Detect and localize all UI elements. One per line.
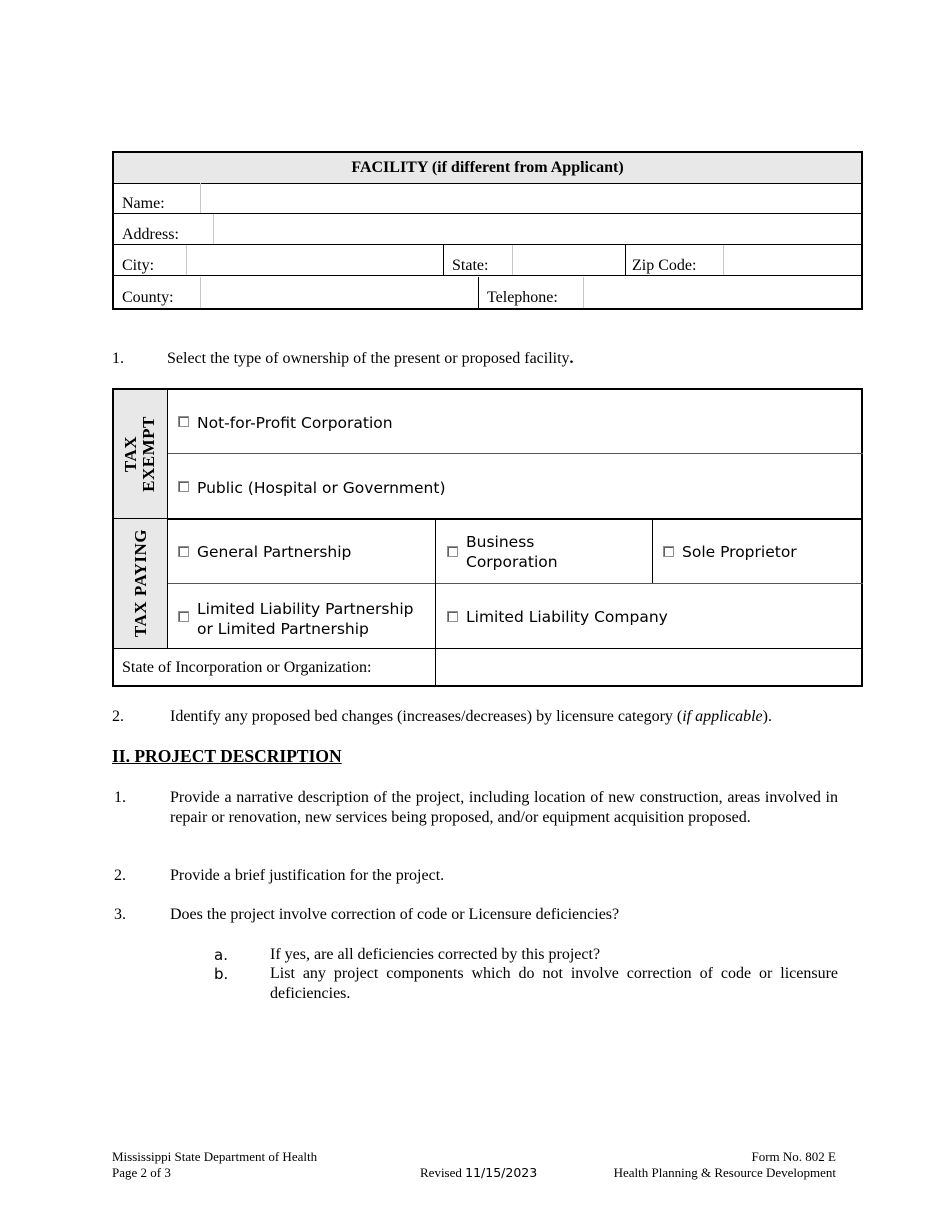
- public-label: Public (Hospital or Government): [197, 479, 446, 497]
- facility-table: [112, 151, 863, 310]
- facility-address-row: [114, 214, 861, 245]
- address-label: Address:: [122, 226, 179, 243]
- business-corporation-checkbox[interactable]: [447, 546, 458, 557]
- llp-label: Limited Liability Partnership or Limited Partnership: [197, 600, 414, 638]
- subitem-a-text: If yes, are all deficiencies corrected by this project?: [270, 946, 601, 963]
- tax-paying-label: TAX PAYING: [131, 528, 150, 638]
- sole-proprietor-label: Sole Proprietor: [682, 543, 797, 561]
- not-for-profit-checkbox[interactable]: [178, 416, 189, 427]
- item2-text: Provide a brief justification for the project.: [170, 867, 445, 884]
- subitem-a-letter: a.: [214, 946, 228, 964]
- tax-exempt-label: TAX EXEMPT: [121, 416, 158, 492]
- ownership-table: [112, 388, 863, 687]
- section-title: II. PROJECT DESCRIPTION: [112, 746, 342, 766]
- state-label: State:: [452, 257, 489, 274]
- q1-text: Select the type of ownership of the present or proposed facility.: [167, 350, 574, 367]
- item1-text: Provide a narrative description of the project, including location of new construction, areas involved in repair or renovation, new services being proposed, and/or equipment acquisition proposed.: [170, 789, 838, 826]
- item3-text: Does the project involve correction of code or Licensure deficiencies?: [170, 906, 620, 923]
- item3-number: 3.: [114, 906, 126, 923]
- public-checkbox[interactable]: [178, 481, 189, 492]
- subitem-b-text: List any project components which do not involve correction of code or licensure deficiencies.: [270, 965, 838, 1002]
- llc-label: Limited Liability Company: [466, 608, 668, 626]
- footer-form-no: Form No. 802 E: [751, 1149, 836, 1164]
- footer-revised: Revised 11/15/2023: [420, 1165, 538, 1180]
- facility-title: FACILITY (if different from Applicant): [114, 153, 861, 184]
- footer-page: Page 2 of 3: [112, 1165, 171, 1180]
- not-for-profit-label: Not-for-Profit Corporation: [197, 414, 393, 432]
- zip-label: Zip Code:: [632, 257, 697, 274]
- facility-name-row: [114, 183, 861, 214]
- item1-number: 1.: [114, 789, 126, 806]
- telephone-label: Telephone:: [487, 289, 558, 306]
- name-label: Name:: [122, 195, 165, 212]
- item2-number: 2.: [114, 867, 126, 884]
- sole-proprietor-checkbox[interactable]: [663, 546, 674, 557]
- general-partnership-label: General Partnership: [197, 543, 352, 561]
- state-incorporation-label: State of Incorporation or Organization:: [122, 659, 372, 676]
- city-label: City:: [122, 257, 155, 274]
- subitem-b-letter: b.: [214, 965, 229, 983]
- state-incorporation-field[interactable]: [436, 649, 863, 687]
- footer-org: Mississippi State Department of Health: [112, 1149, 318, 1164]
- llc-checkbox[interactable]: [447, 611, 458, 622]
- business-corporation-label: Business Corporation: [466, 533, 558, 571]
- county-label: County:: [122, 289, 174, 306]
- facility-city-row: [114, 245, 861, 276]
- general-partnership-checkbox[interactable]: [178, 546, 189, 557]
- footer-division: Health Planning & Resource Development: [613, 1165, 836, 1180]
- facility-county-row: [114, 277, 861, 308]
- q2-number: 2.: [112, 708, 124, 725]
- llp-checkbox[interactable]: [178, 611, 189, 622]
- q1-number: 1.: [112, 350, 124, 367]
- q2-text: Identify any proposed bed changes (increases/decreases) by licensure category (if applicable).: [170, 708, 772, 725]
